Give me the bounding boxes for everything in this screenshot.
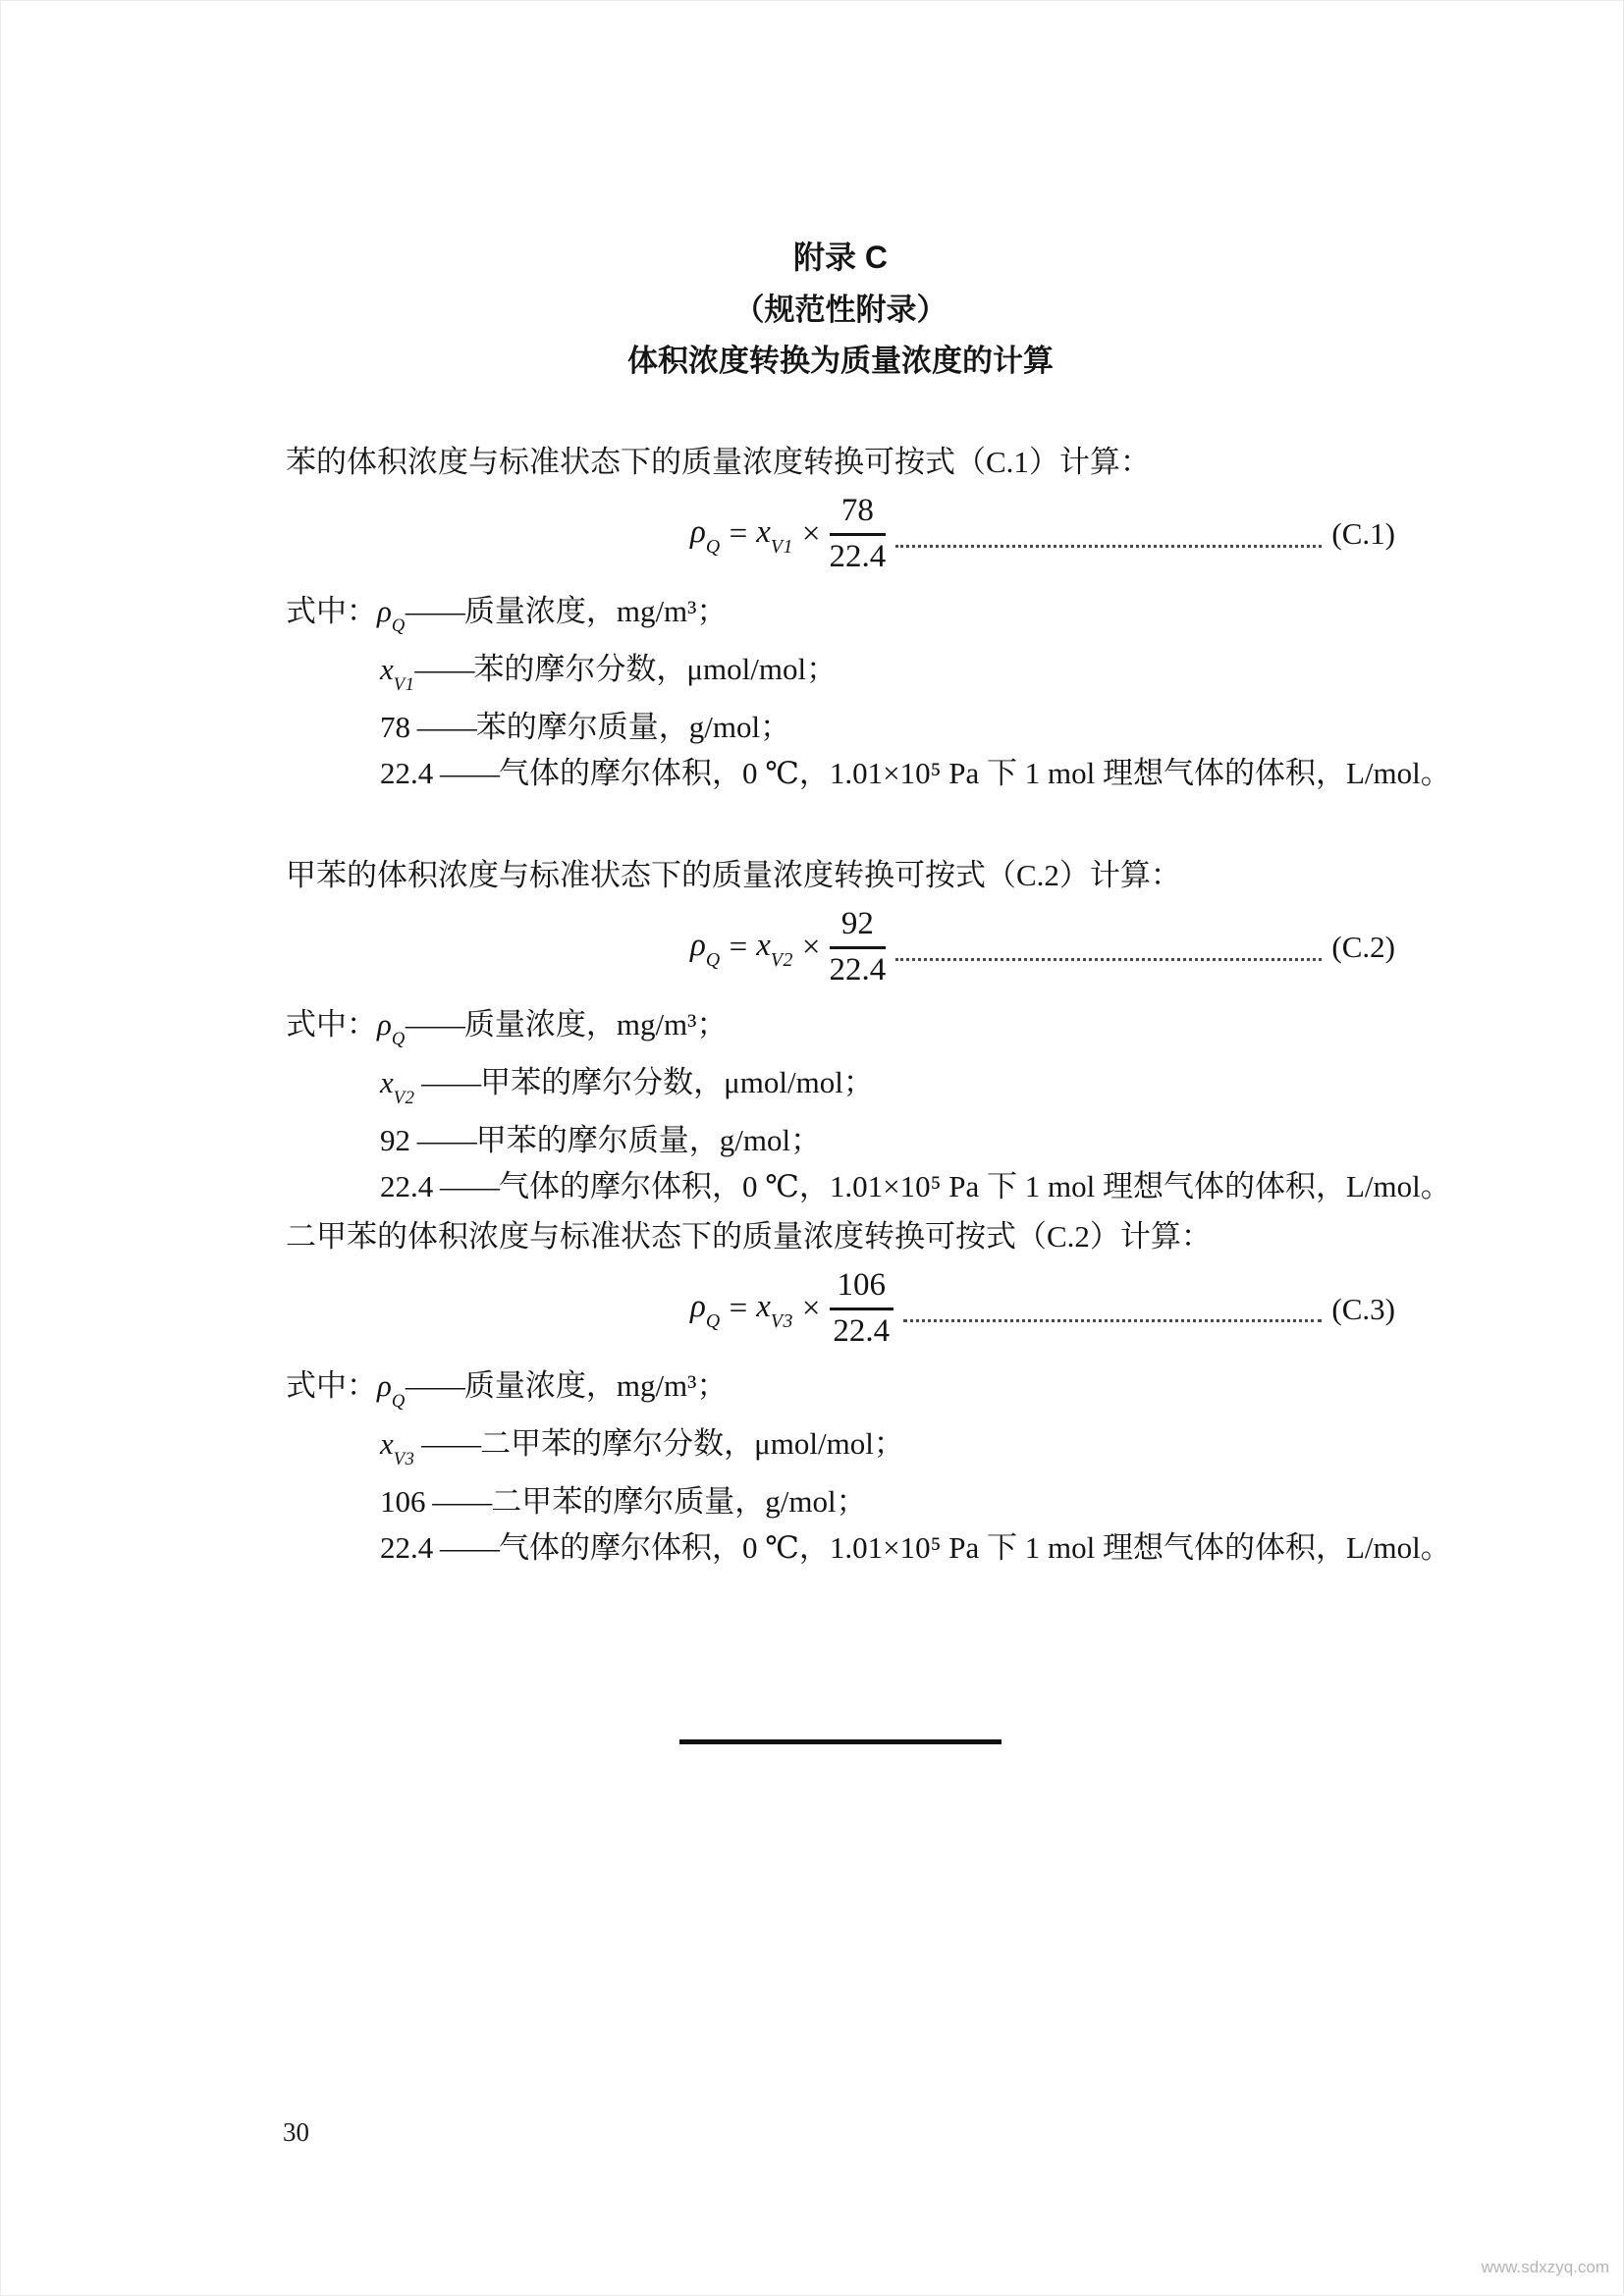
symbol-glyph: 78 <box>380 710 410 745</box>
where-label: 式中： <box>286 593 377 628</box>
definition-symbol <box>380 1530 433 1565</box>
symbol-glyph: x <box>380 1065 394 1100</box>
equation-label: (C.2) <box>1331 930 1395 965</box>
symbol-subscript: Q <box>391 1029 406 1050</box>
symbol-glyph: 22.4 <box>380 1169 434 1204</box>
definition-row <box>286 646 1395 704</box>
watermark-text: www.sdxzyq.com <box>1481 2258 1609 2276</box>
definition-symbol <box>377 1367 406 1412</box>
dotted-leader <box>903 1319 1322 1322</box>
definition-text: 气体的摩尔体积，0 ℃，1.01×10⁵ Pa 下 1 mol 理想气体的体积，L/mol。 <box>499 756 1451 791</box>
rho-subscript: Q <box>705 1309 721 1332</box>
symbol-glyph: 22.4 <box>380 1530 434 1566</box>
symbol-glyph: x <box>380 651 394 686</box>
definition-dash: —— <box>410 710 476 745</box>
equation-c1 <box>286 493 1395 576</box>
equals-sign: = <box>729 929 748 965</box>
definition-row <box>286 1420 1395 1478</box>
rho-subscript: Q <box>705 948 721 971</box>
definition-text: 质量浓度，mg/m³； <box>463 593 728 628</box>
definition-dash: —— <box>414 1065 481 1100</box>
where-label: 式中： <box>286 1006 377 1041</box>
symbol-subscript: V1 <box>393 673 415 695</box>
definition-text: 质量浓度，mg/m³； <box>463 1006 728 1041</box>
definition-symbol <box>377 593 406 637</box>
definition-symbol <box>380 1169 433 1203</box>
definition-text: 气体的摩尔体积，0 ℃，1.01×10⁵ Pa 下 1 mol 理想气体的体积，L/mol。 <box>499 1530 1451 1566</box>
equation-c3 <box>286 1267 1395 1351</box>
symbol-glyph: ρ <box>377 1006 392 1041</box>
x-glyph: x <box>756 513 771 550</box>
definition-dash: —— <box>405 593 464 628</box>
rho-subscript: Q <box>705 535 721 558</box>
appendix-heading: 附录 C <box>792 240 888 275</box>
x-symbol <box>756 514 793 556</box>
definition-row <box>286 1001 1395 1059</box>
definition-row <box>286 1059 1395 1117</box>
definition-dash: —— <box>414 651 474 686</box>
fraction <box>830 1267 894 1351</box>
equals-sign: = <box>729 515 748 552</box>
rho-symbol <box>690 928 721 969</box>
definition-symbol <box>380 756 433 790</box>
equation-label: (C.3) <box>1331 1291 1395 1326</box>
definition-symbol <box>380 1065 415 1108</box>
equation-c2 <box>286 906 1395 989</box>
definitions-list <box>286 1001 1451 1209</box>
symbol-subscript: V3 <box>393 1448 415 1469</box>
definition-text: 甲苯的摩尔分数，μmol/mol； <box>480 1065 874 1100</box>
fraction-denominator: 22.4 <box>829 538 887 574</box>
symbol-glyph: 22.4 <box>380 756 434 791</box>
x-subscript: V2 <box>770 948 793 971</box>
definition-symbol <box>380 651 415 695</box>
symbol-glyph: x <box>380 1426 394 1462</box>
definition-text: 二甲苯的摩尔质量，g/mol； <box>491 1484 867 1520</box>
rho-glyph: ρ <box>690 513 706 550</box>
fraction-denominator: 22.4 <box>829 951 887 988</box>
symbol-subscript: V2 <box>393 1087 415 1108</box>
definition-text: 气体的摩尔体积，0 ℃，1.01×10⁵ Pa 下 1 mol 理想气体的体积，L/mol。 <box>499 1169 1451 1204</box>
definition-symbol <box>380 1426 415 1469</box>
definition-text: 质量浓度，mg/m³； <box>463 1367 728 1403</box>
times-sign: × <box>801 515 821 552</box>
fraction-denominator: 22.4 <box>833 1313 891 1350</box>
page-number: 30 <box>283 2117 309 2147</box>
definition-row <box>286 704 1395 750</box>
fraction-numerator: 78 <box>830 493 887 536</box>
symbol-subscript: Q <box>391 615 406 637</box>
definition-text: 二甲苯的摩尔分数，μmol/mol； <box>480 1426 904 1462</box>
rho-glyph: ρ <box>690 1288 706 1324</box>
times-sign: × <box>801 929 821 965</box>
definition-dash: —— <box>414 1426 481 1462</box>
definition-row <box>286 1362 1395 1420</box>
symbol-glyph: ρ <box>377 1367 392 1403</box>
intro-paragraph: 甲苯的体积浓度与标准状态下的质量浓度转换可按式（C.2）计算： <box>286 858 1181 893</box>
fraction-numerator: 106 <box>830 1267 894 1310</box>
x-symbol <box>756 928 793 969</box>
rho-symbol <box>690 1289 721 1330</box>
definition-row <box>286 750 1451 796</box>
intro-paragraph: 苯的体积浓度与标准状态下的质量浓度转换可按式（C.1）计算： <box>286 445 1151 480</box>
definition-symbol <box>377 1006 406 1050</box>
definition-dash: —— <box>433 756 499 791</box>
definition-dash: —— <box>425 1484 492 1520</box>
definition-symbol <box>380 1484 426 1519</box>
x-subscript: V3 <box>770 1309 793 1332</box>
intro-paragraph: 二甲苯的体积浓度与标准状态下的质量浓度转换可按式（C.2）计算： <box>286 1219 1212 1255</box>
definition-symbol <box>380 1123 410 1157</box>
definition-text: 苯的摩尔质量，g/mol； <box>475 710 791 745</box>
x-subscript: V1 <box>770 535 793 558</box>
rho-symbol <box>690 514 721 556</box>
definition-row <box>286 1117 1395 1163</box>
section-benzene <box>286 442 1451 796</box>
section-toluene <box>286 855 1451 1209</box>
definition-row <box>286 1524 1451 1571</box>
definition-dash: —— <box>410 1123 476 1158</box>
symbol-glyph: 106 <box>380 1484 426 1520</box>
x-glyph: x <box>756 927 771 963</box>
definition-dash: —— <box>433 1169 499 1204</box>
times-sign: × <box>801 1291 821 1327</box>
definition-row <box>286 1478 1395 1524</box>
appendix-subheading: （规范性附录） <box>733 292 947 327</box>
definition-dash: —— <box>405 1367 464 1403</box>
symbol-glyph: 92 <box>380 1123 410 1158</box>
fraction-numerator: 92 <box>830 906 887 949</box>
x-glyph: x <box>756 1288 771 1324</box>
equation-label: (C.1) <box>1331 516 1395 552</box>
definitions-list <box>286 1362 1451 1571</box>
where-label: 式中： <box>286 1367 377 1403</box>
section-xylene <box>286 1216 1451 1571</box>
formula-math <box>690 906 886 989</box>
definition-row <box>286 588 1395 646</box>
formula-math <box>690 493 886 576</box>
definition-row <box>286 1163 1451 1209</box>
definition-text: 苯的摩尔分数，μmol/mol； <box>473 651 838 686</box>
equals-sign: = <box>729 1291 748 1327</box>
symbol-subscript: Q <box>391 1390 406 1412</box>
dotted-leader <box>895 545 1322 548</box>
fraction <box>830 906 887 989</box>
dotted-leader <box>895 958 1322 961</box>
rho-glyph: ρ <box>690 927 706 963</box>
definition-dash: —— <box>433 1530 499 1566</box>
formula-math <box>690 1267 893 1351</box>
definition-dash: —— <box>405 1006 464 1041</box>
x-symbol <box>756 1289 793 1330</box>
definition-text: 甲苯的摩尔质量，g/mol； <box>475 1123 822 1158</box>
definitions-list <box>286 588 1451 796</box>
end-of-document-rule <box>679 1739 1001 1744</box>
definition-symbol <box>380 710 410 744</box>
fraction <box>830 493 887 576</box>
symbol-glyph: ρ <box>377 593 392 628</box>
appendix-title: 体积浓度转换为质量浓度的计算 <box>627 344 1054 379</box>
